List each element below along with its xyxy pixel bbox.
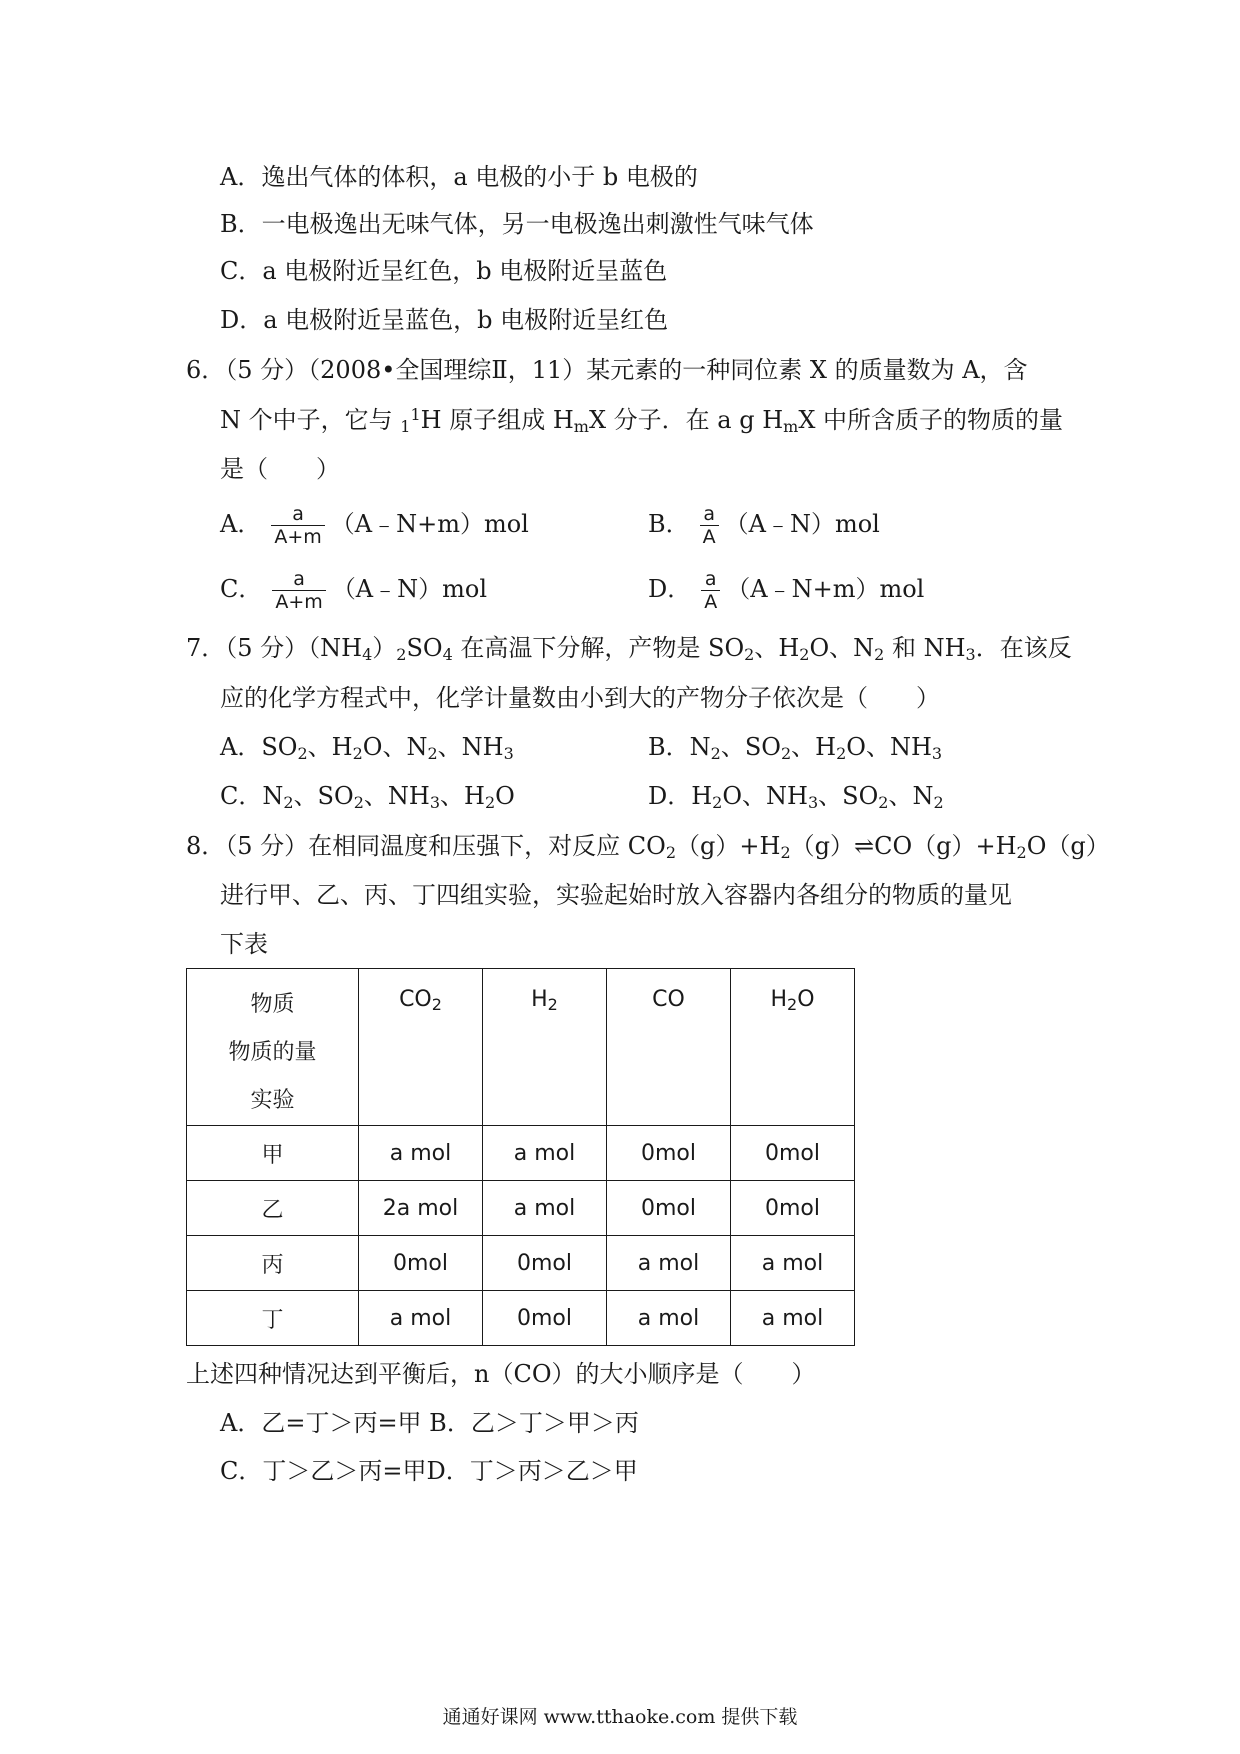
q8-stem-line2: 进行甲、乙、丙、丁四组实验，实验起始时放入容器内各组分的物质的量见 [220, 881, 1012, 909]
row-label: 丁 [187, 1291, 359, 1346]
table-header-row [187, 969, 855, 1126]
row-label: 丙 [187, 1236, 359, 1291]
table-cell: 0mol [483, 1291, 607, 1346]
page-footer: 通通好课网 www.tthaoke.com 提供下载 [442, 1706, 798, 1728]
table-cell: a mol [607, 1291, 731, 1346]
q7-option-a: A．$SO_2$、$H_2O$、$N_2$、$NH_3$ [220, 733, 514, 763]
corner-label-experiment: 实验 [250, 1088, 295, 1113]
q7-option-b: B．$N_2$、$SO_2$、$H_2O$、$NH_3$ [648, 733, 943, 763]
fraction: $\frac{a}{A}$ [701, 568, 720, 613]
table-row [187, 1126, 855, 1181]
table-cell: a mol [483, 1126, 607, 1181]
q8-stem-line1: 8．（5 分）在相同温度和压强下，对反应 $CO_2(g)+H_2(g)\rightleftharpoons CO(g)+H_2O(g)$ [186, 832, 1110, 862]
q6-option-c: C． $\frac{a}{A+m}$ （A﹣N）mol [220, 568, 488, 613]
q8-options-cd: C．丁＞乙＞丙=甲D．丁＞丙＞乙＞甲 [220, 1457, 638, 1485]
table-header-cell: $H_2O$ [731, 969, 855, 1126]
q8-stem-line3: 下表 [220, 930, 268, 958]
q7-stem-line1: 7．（5 分）$(NH_4)_2SO_4$ 在高温下分解，产物是 $SO_2$、$H_2O$、$N_2$ 和 $NH_3$．在该反 [186, 634, 1072, 664]
q6-option-a: A． $\frac{a}{A+m}$ （A﹣N+m）mol [220, 503, 529, 548]
fraction: $\frac{a}{A+m}$ [272, 568, 325, 613]
table-row [187, 1291, 855, 1346]
table-cell: 0mol [483, 1236, 607, 1291]
table-cell: 0mol [731, 1181, 855, 1236]
table-cell: a mol [483, 1181, 607, 1236]
fraction: $\frac{a}{A}$ [700, 503, 719, 548]
q7-option-d: D．$H_2O$、$NH_3$、$SO_2$、$N_2$ [648, 782, 944, 812]
q6-option-d: D． $\frac{a}{A}$ （A﹣N+m）mol [648, 568, 925, 613]
q6-stem-line2: N 个中子，它与 $_1^1$H 原子组成 $H_mX$ 分子．在 a g $H_mX$ 中所含质子的物质的量 [220, 405, 1064, 436]
table-cell: 0mol [359, 1236, 483, 1291]
fraction: $\frac{a}{A+m}$ [271, 503, 324, 548]
table-cell: 0mol [607, 1181, 731, 1236]
table-cell: a mol [607, 1236, 731, 1291]
q5-option-a: A．逸出气体的体积，a 电极的小于 b 电极的 [220, 163, 698, 191]
table-cell: a mol [731, 1291, 855, 1346]
q8-after-table: 上述四种情况达到平衡后，n（CO）的大小顺序是（ ） [186, 1360, 816, 1388]
row-label: 甲 [187, 1126, 359, 1181]
experiment-table [186, 968, 855, 1346]
q6-stem-line3: 是（ ） [220, 455, 340, 483]
table-header-cell: CO [607, 969, 731, 1126]
q7-stem-line2: 应的化学方程式中，化学计量数由小到大的产物分子依次是（ ） [220, 684, 940, 712]
table-cell: 0mol [731, 1126, 855, 1181]
q8-options-ab: A．乙=丁＞丙=甲 B．乙＞丁＞甲＞丙 [220, 1409, 639, 1437]
q5-option-b: B．一电极逸出无味气体，另一电极逸出刺激性气味气体 [220, 210, 814, 238]
table-cell: 2a mol [359, 1181, 483, 1236]
row-label: 乙 [187, 1181, 359, 1236]
table-row [187, 1236, 855, 1291]
table-header-cell: $H_2$ [483, 969, 607, 1126]
table-corner-cell [187, 969, 359, 1126]
q6-option-b: B． $\frac{a}{A}$ （A﹣N）mol [648, 503, 880, 548]
q7-option-c: C．$N_2$、$SO_2$、$NH_3$、$H_2O$ [220, 782, 515, 812]
corner-label-amount: 物质的量 [228, 1040, 317, 1065]
table-cell: 0mol [607, 1126, 731, 1181]
table-row [187, 1181, 855, 1236]
corner-label-substance: 物质 [250, 992, 295, 1017]
table-header-cell: $CO_2$ [359, 969, 483, 1126]
q5-option-d: D．a 电极附近呈蓝色，b 电极附近呈红色 [220, 306, 669, 334]
table-cell: a mol [731, 1236, 855, 1291]
q6-stem-line1: 6．（5 分）（2008•全国理综Ⅱ，11）某元素的一种同位素 X 的质量数为 A，含 [186, 356, 1028, 384]
table-cell: a mol [359, 1126, 483, 1181]
q5-option-c: C．a 电极附近呈红色，b 电极附近呈蓝色 [220, 257, 668, 285]
table-cell: a mol [359, 1291, 483, 1346]
